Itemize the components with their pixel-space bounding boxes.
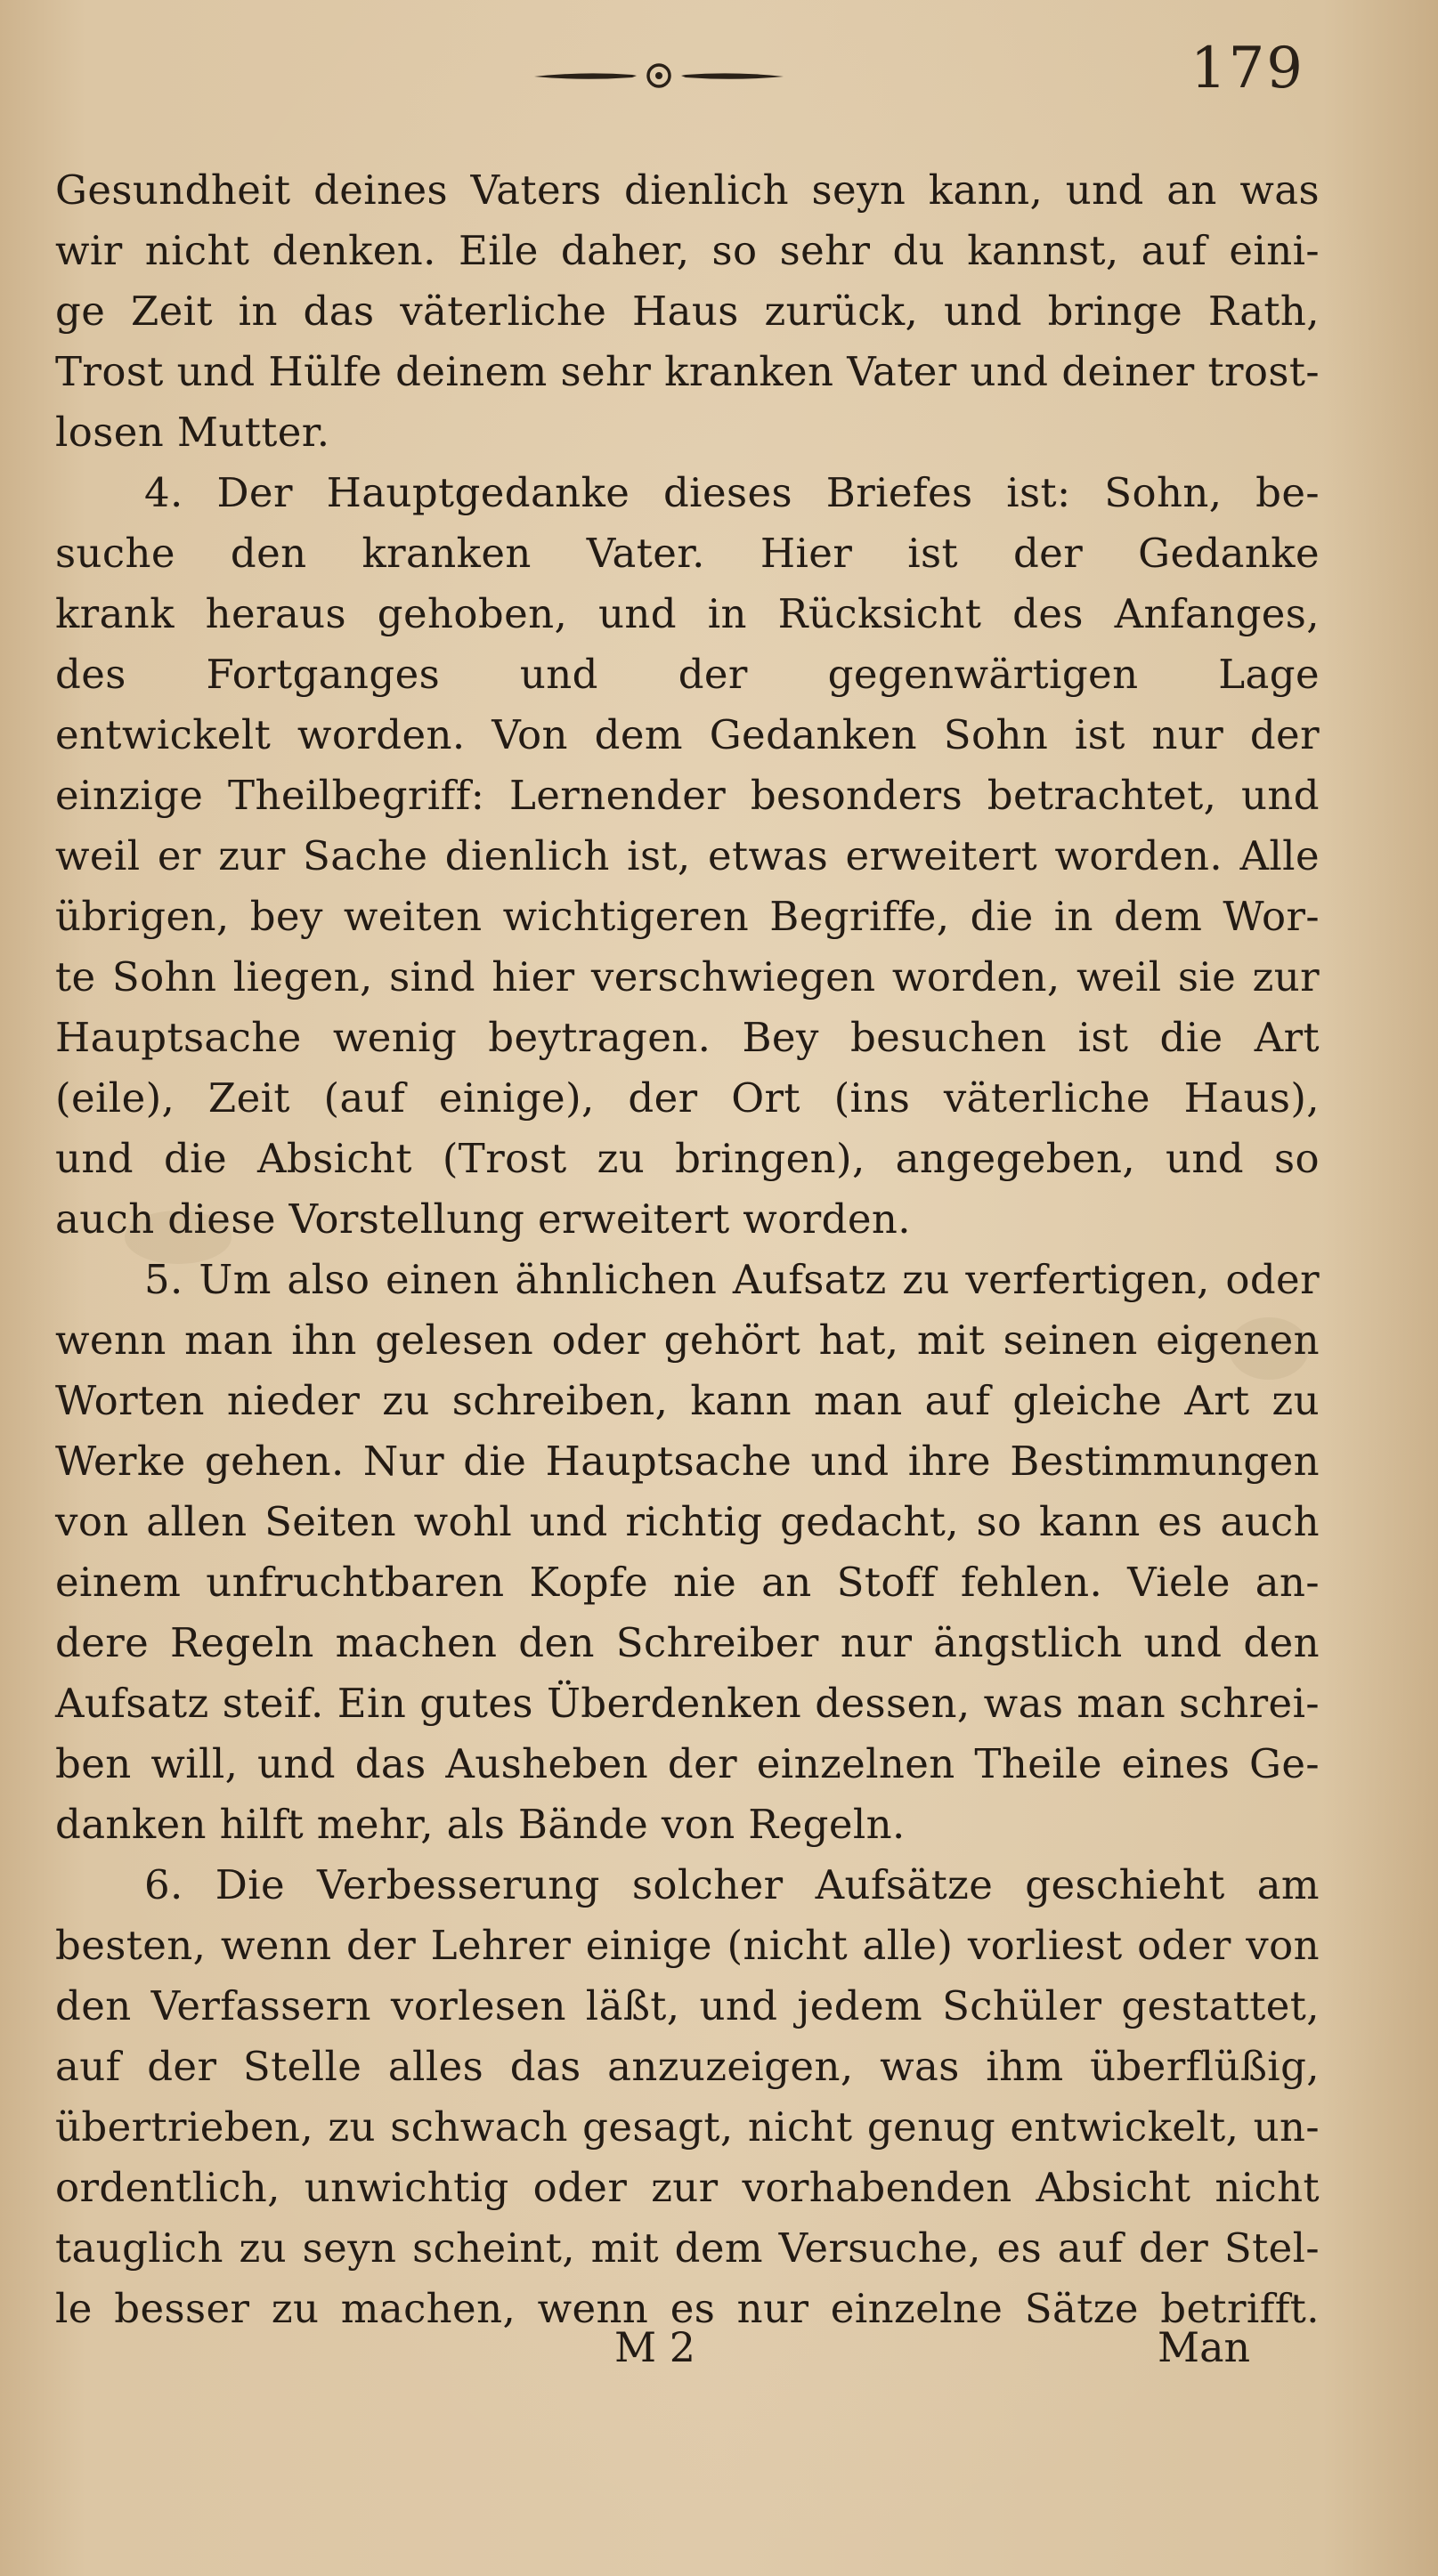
catchword: Man — [1158, 2323, 1251, 2371]
text-line: des Fortganges und der gegenwärtigen Lage — [55, 651, 1320, 698]
text-line: übrigen, bey weiten wichtigeren Begriffe, die in dem Wor- — [55, 893, 1320, 940]
text-line: Worten nieder zu schreiben, kann man auf gleiche Art zu — [55, 1377, 1320, 1424]
text-line: auf der Stelle alles das anzuzeigen, was ihm überflüßig, — [55, 2043, 1320, 2090]
text-line: den Verfassern vorlesen läßt, und jedem Schüler gestattet, — [55, 1982, 1320, 2029]
text-line: tauglich zu seyn scheint, mit dem Versuche, es auf der Stel- — [55, 2224, 1320, 2272]
text-line: ge Zeit in das väterliche Haus zurück, und bringe Rath, — [55, 288, 1320, 335]
signature-mark: M 2 — [614, 2323, 695, 2371]
paragraph-4-start: 4. Der Hauptgedanke dieses Briefes ist: Sohn, be- — [144, 469, 1320, 516]
text-line: übertrieben, zu schwach gesagt, nicht genug entwickelt, un- — [55, 2103, 1320, 2151]
text-line: weil er zur Sache dienlich ist, etwas erweitert worden. Alle — [55, 832, 1320, 879]
text-line: wenn man ihn gelesen oder gehört hat, mit seinen eigenen — [55, 1316, 1320, 1364]
text-line: wir nicht denken. Eile daher, so sehr du kannst, auf eini- — [55, 227, 1320, 274]
body-text — [55, 160, 1320, 2339]
text-line: auch diese Vorstellung erweitert worden. — [55, 1195, 911, 1243]
text-line: einzige Theilbegriff: Lernender besonders betrachtet, und — [55, 772, 1320, 819]
text-line: suche den kranken Vater. Hier ist der Gedanke — [55, 530, 1320, 577]
page-header — [0, 36, 1438, 116]
paragraph-6-start: 6. Die Verbesserung solcher Aufsätze geschieht am — [144, 1861, 1320, 1908]
text-line: von allen Seiten wohl und richtig gedacht, so kann es auch — [55, 1498, 1320, 1545]
text-line: ben will, und das Ausheben der einzelnen Theile eines Ge- — [55, 1740, 1320, 1787]
text-line: Gesundheit deines Vaters dienlich seyn kann, und an was — [55, 166, 1320, 214]
text-line: dere Regeln machen den Schreiber nur ängstlich und den — [55, 1619, 1320, 1666]
text-line: danken hilft mehr, als Bände von Regeln. — [55, 1801, 906, 1848]
page-footer — [0, 2323, 1438, 2394]
text-line: Aufsatz steif. Ein gutes Überdenken dessen, was man schrei- — [55, 1680, 1320, 1727]
text-line: Hauptsache wenig beytragen. Bey besuchen ist die Art — [55, 1014, 1320, 1061]
text-line: krank heraus gehoben, und in Rücksicht des Anfanges, — [55, 590, 1320, 637]
text-line: besten, wenn der Lehrer einige (nicht alle) vorliest oder von — [55, 1922, 1320, 1969]
text-line: te Sohn liegen, sind hier verschwiegen worden, weil sie zur — [55, 953, 1320, 1000]
text-line: Werke gehen. Nur die Hauptsache und ihre Bestimmungen — [55, 1438, 1320, 1485]
text-line: le besser zu machen, wenn es nur einzelne Sätze betrifft. — [55, 2285, 1320, 2332]
header-ornament — [530, 62, 788, 89]
text-line: ordentlich, unwichtig oder zur vorhabenden Absicht nicht — [55, 2164, 1320, 2211]
paragraph-5-start: 5. Um also einen ähnlichen Aufsatz zu verfertigen, oder — [144, 1256, 1320, 1303]
text-line: Trost und Hülfe deinem sehr kranken Vater und deiner trost- — [55, 348, 1320, 395]
text-line: einem unfruchtbaren Kopfe nie an Stoff fehlen. Viele an- — [55, 1559, 1320, 1606]
text-line: entwickelt worden. Von dem Gedanken Sohn ist nur der — [55, 711, 1320, 758]
text-line: losen Mutter. — [55, 409, 330, 456]
text-line: und die Absicht (Trost zu bringen), angegeben, und so — [55, 1135, 1320, 1182]
page-number: 179 — [1190, 36, 1304, 101]
text-line: (eile), Zeit (auf einige), der Ort (ins väterliche Haus), — [55, 1074, 1320, 1122]
